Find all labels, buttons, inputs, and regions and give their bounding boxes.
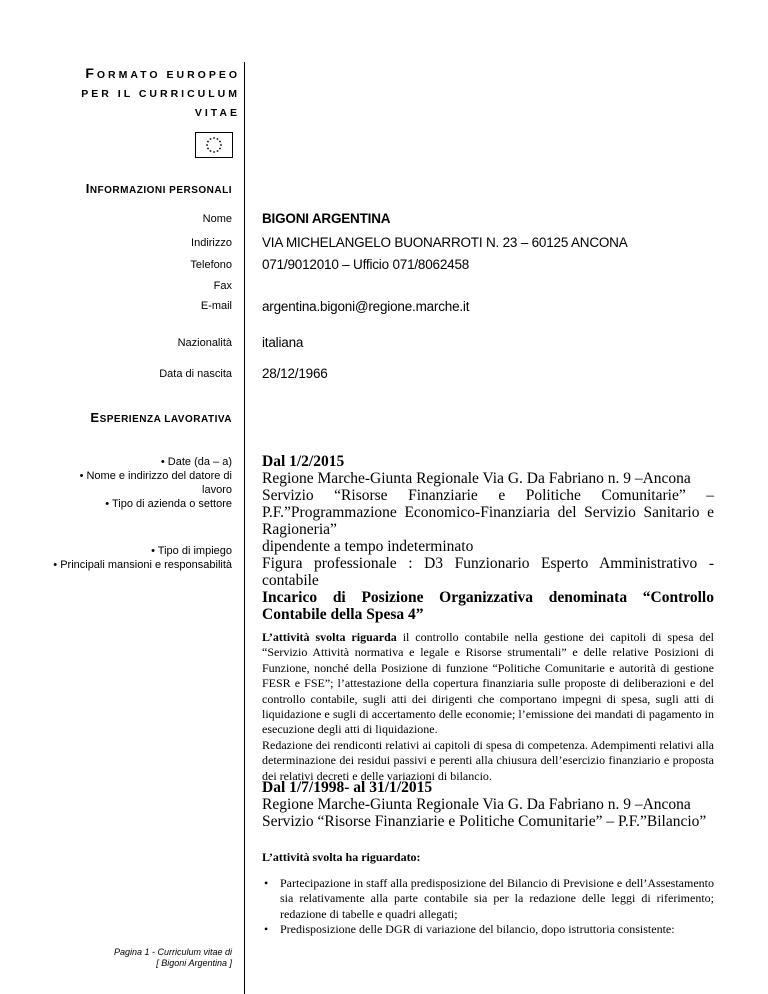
experience-1 [262,453,714,623]
exp1-date: Dal 1/2/2015 [262,453,345,470]
label-employer-a: • Nome e indirizzo del datore di [79,470,232,482]
value-indirizzo: VIA MICHELANGELO BUONARROTI N. 23 – 60125 ANCONA [262,235,628,250]
page-footer: Pagina 1 - Curriculum vitae di [ Bigoni Argentina ] [113,947,232,968]
label-job-type: • Tipo di impiego [151,545,232,557]
label-nazionalita: Nazionalità [177,337,232,349]
label-duties: • Principali mansioni e responsabilità [53,559,232,571]
value-email: argentina.bigoni@regione.marche.it [262,299,470,314]
exp2-bullet-2: • Predisposizione delle DGR di variazione del bilancio, dopo istruttoria consistente: [280,922,714,937]
work-field-labels [80,455,232,511]
value-nazionalita: italiana [262,335,304,350]
eu-flag-icon [195,132,233,158]
cv-format-title: FORMATO EUROPEO PER IL CURRICULUM VITAE [81,65,240,119]
label-fax: Fax [213,280,232,292]
exp2-date: Dal 1/7/1998- al 31/1/2015 [262,779,433,796]
exp1-contract: dipendente a tempo indeterminato [262,538,474,555]
label-email: E-mail [200,300,232,312]
column-divider [244,62,245,994]
exp2-service: Servizio “Risorse Finanziarie e Politiche Comunitarie” – P.F.”Bilancio” [262,813,707,830]
work-field-labels-2 [53,544,232,572]
exp2-bullet-1: • Partecipazione in staff alla predisposizione del Bilancio di Previsione e dell’Assestamento sia relativamente alla parte contabile sia per la redazione delle leggi di riferimento; redazione di tabelle e quadri allegati; [280,876,714,922]
exp1-desc-text2: Redazione dei rendiconti relativi ai capitoli di spesa di competenza. Adempimenti relativi alla determinazione dei residui passivi e perenti alla chiusura dell’esercizio finanziario e proposta dei relativi decreti e delle variazioni di bilancio. [262,737,714,783]
label-date: • Date (da – a) [160,456,232,468]
label-indirizzo: Indirizzo [191,237,232,249]
exp2-bullets [262,876,714,938]
exp1-desc-text: il controllo contabile nella gestione dei capitoli di spesa del “Servizio Attività normativa e legale e Risorse strumentali” e delle relative Posizioni di Funzione, nonché della Posizione di funzione “Politiche Comunitarie e autorità di gestione FESR e FSE”; l’attestazione della copertura finanziaria sulle proposte di deliberazioni e del controllo contabile, sugli atti dei dirigenti che comportano impegni di spesa, sugli atti di liquidazione e sugli di accertamento delle economie; l’emissione dei mandati di pagamento in esecuzione degli atti di liquidazione. [262,630,715,737]
exp1-description [262,630,714,784]
value-data-nascita: 28/12/1966 [262,366,328,381]
value-nome: BIGONI ARGENTINA [262,211,391,226]
exp1-desc-bold: L’attività svolta riguarda [262,630,397,644]
label-company-type: • Tipo di azienda o settore [105,498,232,510]
exp1-position: Incarico di Posizione Organizzativa denominata “Controllo Contabile della Spesa 4” [262,589,714,623]
label-telefono: Telefono [190,259,232,271]
experience-2 [262,779,714,830]
section-heading-work: ESPERIENZA LAVORATIVA [90,410,232,425]
value-telefono: 071/9012010 – Ufficio 071/8062458 [262,257,470,272]
exp1-role: Figura professionale : D3 Funzionario Esperto Amministrativo -contabile [262,555,714,589]
exp1-employer: Regione Marche-Giunta Regionale Via G. Da Fabriano n. 9 –Ancona [262,470,691,487]
exp2-employer: Regione Marche-Giunta Regionale Via G. Da Fabriano n. 9 –Ancona [262,796,691,813]
label-data-nascita: Data di nascita [159,368,232,380]
section-heading-personal: INFORMAZIONI PERSONALI [85,181,232,196]
exp2-intro: L’attività svolta ha riguardato: [262,850,421,864]
exp1-service: Servizio “Risorse Finanziarie e Politiche Comunitarie” – P.F.”Programmazione Economico-Finanziaria del Servizio Sanitario e Ragioneria” [262,487,714,538]
label-employer-b: lavoro [202,484,232,496]
label-nome: Nome [202,213,232,225]
